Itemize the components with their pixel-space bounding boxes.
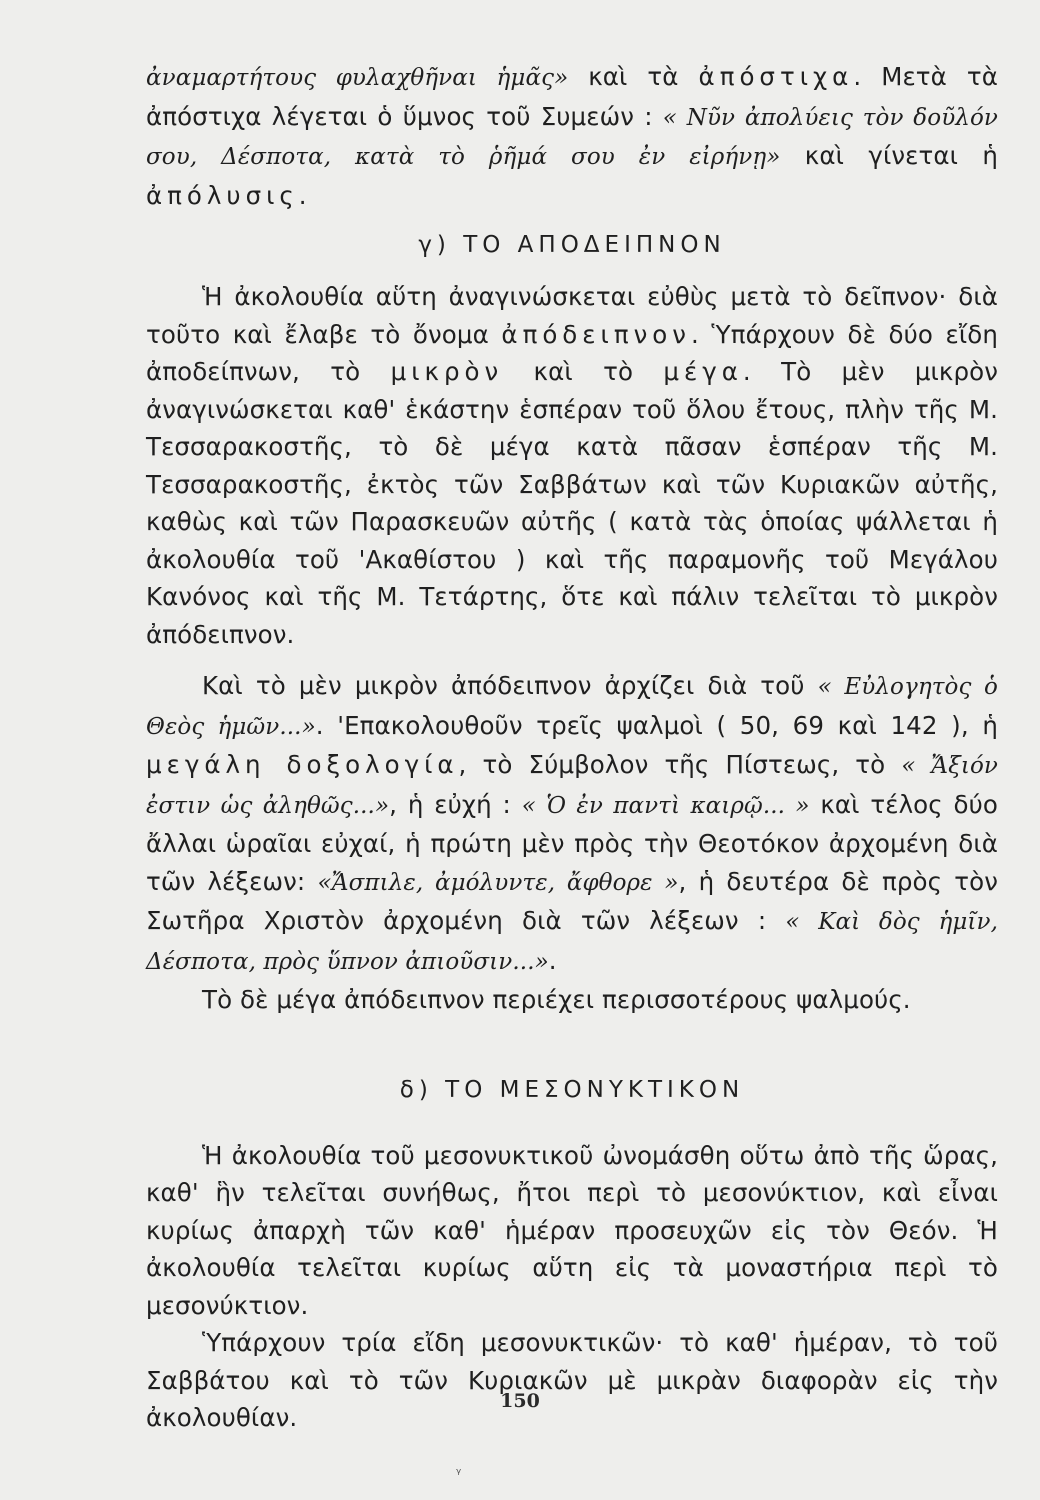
page-body (146, 58, 998, 1437)
paragraph-apostiha (146, 58, 998, 214)
quote-text: « Καὶ δὸς ἡμῖν, Δέσποτα, πρὸς ὕπνον ἀπιοῦσιν...» (146, 909, 998, 975)
paragraph-text: . Τὸ μὲν μικρὸν ἀναγινώσκεται καθ' ἑκάστην ἑσπέραν τοῦ ὅλου ἔτους, πλὴν τῆς Μ. Τεσσαρακοστῆς, τὸ δὲ μέγα κατὰ πᾶσαν ἑσπέραν τῆς Μ. Τεσσαρακοστῆς, ἐκτὸς τῶν Σαββάτων καὶ τῶν Κυριακῶν αὐτῆς, καθὼς καὶ τῶν Παρασκευῶν αὐτῆς ( κατὰ τὰς ὁποίας ψάλλεται ἡ ἀκολουθία τοῦ 'Ακαθίστου ) καὶ τῆς παραμονῆς τοῦ Μεγάλου Κανόνος καὶ τῆς Μ. Τετάρτης, ὅτε καὶ πάλιν τελεῖται τὸ μικρὸν ἀπόδειπνον. (146, 357, 998, 649)
paragraph-text: . (298, 180, 307, 210)
quote-text: « Ὁ ἐν παντὶ καιρῷ... » (521, 792, 810, 819)
paragraph-text: . 'Επακολουθοῦν τρεῖς ψαλμοὶ ( 50, 69 καὶ 142 ), ἡ (315, 710, 998, 740)
paragraph-text: . (548, 945, 557, 975)
paragraph-text: , ἡ εὐχή : (389, 789, 522, 819)
paragraph-text: καὶ τέλος δύο ἄλλαι ὡραῖαι εὐχαί, ἡ πρώτη μὲν πρὸς τὴν Θεοτόκον ἀρχομένη διὰ τῶν λέξεων: (146, 789, 998, 896)
stray-mark: ᵞ (456, 1466, 462, 1482)
paragraph-text: καὶ τὸ (503, 357, 664, 386)
paragraph-text: Ἡ ἀκολουθία αὕτη ἀναγινώσκεται εὐθὺς μετὰ τὸ δεῖπνον· διὰ τοῦτο καὶ ἔλαβε τὸ ὄνομα (146, 282, 998, 349)
paragraph-mesonyktikon-intro: Ἡ ἀκολουθία τοῦ μεσονυκτικοῦ ὠνομάσθη οὕτω ἀπὸ τῆς ὥρας, καθ' ἣν τελεῖται συνήθως, ἤτοι περὶ τὸ μεσονύκτιον, καὶ εἶναι κυρίως ἀπαρχὴ τῶν καθ' ἡμέραν προσευχῶν εἰς τὸν Θεόν. Ἡ ἀκολουθία τελεῖται κυρίως αὕτη εἰς τὰ μοναστήρια περὶ τὸ μεσονύκτιον. (146, 1140, 998, 1320)
paragraph-text: καὶ τὰ (568, 62, 699, 91)
section-heading-apodeipnon: γ) ΤΟ ΑΠΟΔΕΙΠΝΟΝ (418, 232, 726, 258)
spaced-term: μεγάλη δοξολογία (146, 750, 459, 779)
quote-text: « Εὐλογητὸς ὁ Θεὸς ἡμῶν...» (146, 674, 999, 740)
paragraph-text: Καὶ τὸ μὲν μικρὸν ἀπόδειπνον ἀρχίζει διὰ τοῦ (202, 671, 818, 700)
paragraph-apodeipnon-intro (146, 278, 998, 653)
spaced-term: ἀπόστιχα (698, 62, 854, 91)
paragraph-mikron-apodeipnon (146, 667, 998, 981)
paragraph-mega-apodeipnon: Τὸ δὲ μέγα ἀπόδειπνον περιέχει περισσοτέρους ψαλμούς. (202, 985, 911, 1014)
paragraph-text: , ἡ δευτέρα δὲ πρὸς τὸν Σωτῆρα Χριστὸν ἀρχομένη διὰ τῶν λέξεων : (146, 866, 998, 935)
paragraph-mesonyktikon-types: Ὑπάρχουν τρία εἴδη μεσονυκτικῶν· τὸ καθ' ἡμέραν, τὸ τοῦ Σαββάτου καὶ τὸ τῶν Κυριακῶν μὲ μικρὰν διαφορὰν εἰς τὴν ἀκολουθίαν. (146, 1328, 998, 1432)
spaced-term: ἀπόλυσις (146, 180, 299, 210)
paragraph-text: , τὸ Σύμβολον τῆς Πίστεως, τὸ (458, 750, 902, 779)
quote-text: « Ἄξιόν ἐστιν ὡς ἀληθῶς...» (146, 753, 998, 819)
page-number: 150 (500, 1390, 540, 1412)
section-heading-mesonyktikon: δ) ΤΟ ΜΕΣΟΝΥΚΤΙΚΟΝ (399, 1076, 745, 1103)
paragraph-text: . Μετὰ τὰ ἀπόστιχα λέγεται ὁ ὕμνος τοῦ Συμεών : (146, 62, 998, 131)
spaced-term: ἀπόδειπνον (501, 319, 691, 349)
spaced-term: μικρὸν (390, 357, 504, 386)
paragraph-text: . Ὑπάρχουν δὲ δύο εἴδη ἀποδείπνων, τὸ (146, 319, 999, 386)
quote-text: « Νῦν ἀπολύεις τὸν δοῦλόν σου, Δέσποτα, κατὰ τὸ ῥῆμά σου ἐν εἰρήνῃ» (146, 104, 998, 170)
quote-text: «Ἄσπιλε, ἀμόλυντε, ἄφθορε » (317, 869, 679, 896)
paragraph-text: καὶ γίνεται ἡ (780, 141, 998, 170)
quote-text: ἀναμαρτήτους φυλαχθῆναι ἡμᾶς» (146, 65, 569, 91)
spaced-term: μέγα (663, 357, 743, 386)
